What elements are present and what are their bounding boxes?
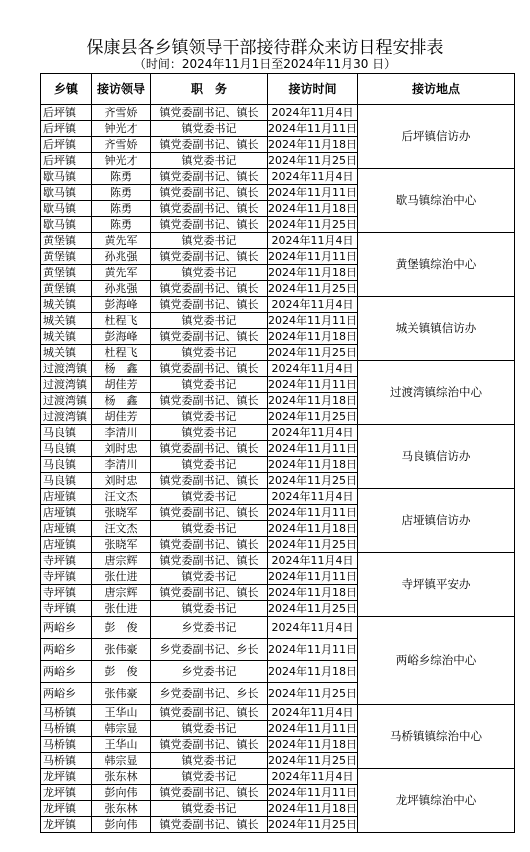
leader-cell: 彭 俊 [92, 617, 151, 639]
leader-cell: 汪文杰 [92, 489, 151, 505]
leader-cell: 胡佳芳 [92, 409, 151, 425]
position-cell: 镇党委书记 [151, 769, 268, 785]
position-cell: 镇党委书记 [151, 153, 268, 169]
time-cell: 2024年11月11日 [268, 722, 357, 735]
town-cell: 龙坪镇 [41, 769, 92, 785]
table-row [41, 425, 515, 441]
place-cell: 寺坪镇平安办 [358, 553, 515, 617]
town-cell: 黄堡镇 [41, 281, 92, 297]
time-cell: 2024年11月11日 [268, 314, 357, 327]
position-cell: 镇党委副书记、镇长 [151, 361, 268, 377]
leader-cell: 彭 俊 [92, 661, 151, 683]
time-cell: 2024年11月4日 [268, 361, 358, 377]
header-row [41, 74, 515, 105]
position-cell: 镇党委书记 [151, 313, 268, 329]
table-row [41, 617, 515, 639]
position-cell: 镇党委副书记、镇长 [151, 737, 268, 753]
position-cell: 镇党委副书记、镇长 [151, 329, 268, 345]
town-cell: 马良镇 [41, 425, 92, 441]
leader-cell: 齐雪娇 [92, 105, 151, 121]
time-cell: 2024年11月25日 [268, 538, 357, 551]
leader-cell: 黄先军 [92, 233, 151, 249]
position-cell: 镇党委副书记、镇长 [151, 585, 268, 601]
position-cell: 镇党委书记 [151, 121, 268, 137]
page-subtitle: （时间：2024年11月1日至2024年11月30 日） [133, 57, 397, 71]
leader-cell: 杜程飞 [92, 313, 151, 329]
leader-cell: 孙兆强 [92, 281, 151, 297]
town-cell: 城关镇 [41, 297, 92, 313]
time-cell: 2024年11月18日 [268, 738, 357, 751]
time-cell: 2024年11月4日 [268, 617, 358, 639]
town-cell: 店垭镇 [41, 489, 92, 505]
time-cell: 2024年11月4日 [268, 169, 358, 185]
leader-cell: 黄先军 [92, 265, 151, 281]
leader-cell: 胡佳芳 [92, 377, 151, 393]
leader-cell: 李清川 [92, 457, 151, 473]
time-cell: 2024年11月18日 [268, 661, 358, 683]
time-cell: 2024年11月25日 [268, 474, 357, 487]
position-cell: 镇党委副书记、镇长 [151, 785, 268, 801]
position-cell: 乡党委书记 [151, 617, 268, 639]
position-cell: 镇党委书记 [151, 521, 268, 537]
position-cell: 镇党委副书记、镇长 [151, 553, 268, 569]
leader-cell: 陈勇 [92, 169, 151, 185]
position-cell: 镇党委书记 [151, 425, 268, 441]
position-cell: 镇党委书记 [151, 233, 268, 249]
town-cell: 城关镇 [41, 329, 92, 345]
leader-cell: 彭海峰 [92, 329, 151, 345]
town-cell: 龙坪镇 [41, 817, 92, 833]
town-cell: 两峪乡 [41, 683, 92, 705]
position-cell: 镇党委副书记、镇长 [151, 105, 268, 121]
place-cell: 马良镇信访办 [358, 425, 515, 489]
town-cell: 寺坪镇 [41, 585, 92, 601]
town-cell: 马良镇 [41, 473, 92, 489]
position-cell: 镇党委副书记、镇长 [151, 473, 268, 489]
position-cell: 镇党委副书记、镇长 [151, 217, 268, 233]
place-cell: 过渡湾镇综治中心 [358, 361, 515, 425]
town-cell: 马桥镇 [41, 737, 92, 753]
leader-cell: 王华山 [92, 705, 151, 721]
position-cell: 镇党委书记 [151, 265, 268, 281]
leader-cell: 陈勇 [92, 217, 151, 233]
position-cell: 镇党委副书记、镇长 [151, 537, 268, 553]
time-cell: 2024年11月18日 [268, 586, 357, 599]
leader-cell: 钟光才 [92, 153, 151, 169]
table-row [41, 169, 515, 185]
time-cell: 2024年11月4日 [268, 769, 358, 785]
time-cell: 2024年11月11日 [268, 786, 357, 799]
town-cell: 店垭镇 [41, 537, 92, 553]
position-cell: 镇党委副书记、镇长 [151, 817, 268, 833]
table-row [41, 769, 515, 785]
position-cell: 镇党委副书记、镇长 [151, 297, 268, 313]
town-cell: 黄堡镇 [41, 265, 92, 281]
town-cell: 歇马镇 [41, 169, 92, 185]
leader-cell: 韩宗显 [92, 721, 151, 737]
leader-cell: 刘时忠 [92, 473, 151, 489]
time-cell: 2024年11月18日 [268, 330, 357, 343]
place-cell: 歇马镇综治中心 [358, 169, 515, 233]
town-cell: 两峪乡 [41, 661, 92, 683]
position-cell: 镇党委副书记、镇长 [151, 137, 268, 153]
time-cell: 2024年11月18日 [268, 266, 357, 279]
leader-cell: 彭向伟 [92, 817, 151, 833]
position-cell: 镇党委书记 [151, 489, 268, 505]
header-town: 乡镇 [41, 74, 92, 105]
time-cell: 2024年11月11日 [268, 186, 357, 199]
position-cell: 镇党委副书记、镇长 [151, 281, 268, 297]
position-cell: 镇党委书记 [151, 345, 268, 361]
time-cell: 2024年11月18日 [268, 458, 357, 471]
position-cell: 镇党委副书记、镇长 [151, 185, 268, 201]
town-cell: 城关镇 [41, 313, 92, 329]
leader-cell: 唐宗辉 [92, 553, 151, 569]
position-cell: 镇党委副书记、镇长 [151, 393, 268, 409]
time-cell: 2024年11月18日 [268, 522, 357, 535]
page-title: 保康县各乡镇领导干部接待群众来访日程安排表 [86, 38, 444, 58]
time-cell: 2024年11月18日 [268, 394, 357, 407]
place-cell: 马桥镇镇综治中心 [358, 705, 515, 769]
place-cell: 城关镇镇信访办 [358, 297, 515, 361]
town-cell: 两峪乡 [41, 639, 92, 661]
position-cell: 镇党委书记 [151, 753, 268, 769]
position-cell: 镇党委副书记、镇长 [151, 441, 268, 457]
town-cell: 店垭镇 [41, 505, 92, 521]
table-row [41, 553, 515, 569]
leader-cell: 汪文杰 [92, 521, 151, 537]
position-cell: 镇党委书记 [151, 569, 268, 585]
leader-cell: 刘时忠 [92, 441, 151, 457]
leader-cell: 张伟豪 [92, 639, 151, 661]
position-cell: 镇党委书记 [151, 409, 268, 425]
position-cell: 镇党委书记 [151, 457, 268, 473]
time-cell: 2024年11月25日 [268, 754, 357, 767]
town-cell: 黄堡镇 [41, 249, 92, 265]
place-cell: 黄堡镇综治中心 [358, 233, 515, 297]
town-cell: 过渡湾镇 [41, 361, 92, 377]
position-cell: 镇党委书记 [151, 721, 268, 737]
town-cell: 歇马镇 [41, 201, 92, 217]
town-cell: 城关镇 [41, 345, 92, 361]
time-cell: 2024年11月11日 [268, 639, 358, 661]
town-cell: 龙坪镇 [41, 785, 92, 801]
table-row [41, 233, 515, 249]
table-row [41, 489, 515, 505]
table-row [41, 105, 515, 121]
leader-cell: 彭海峰 [92, 297, 151, 313]
time-cell: 2024年11月25日 [268, 602, 357, 615]
town-cell: 寺坪镇 [41, 553, 92, 569]
table-row [41, 361, 515, 377]
position-cell: 乡党委书记 [151, 661, 268, 683]
place-cell: 后坪镇信访办 [358, 105, 515, 169]
time-cell: 2024年11月25日 [268, 683, 358, 705]
town-cell: 后坪镇 [41, 153, 92, 169]
position-cell: 镇党委副书记、镇长 [151, 201, 268, 217]
town-cell: 马桥镇 [41, 705, 92, 721]
leader-cell: 彭向伟 [92, 785, 151, 801]
position-cell: 乡党委副书记、乡长 [151, 683, 268, 705]
leader-cell: 李清川 [92, 425, 151, 441]
leader-cell: 齐雪娇 [92, 137, 151, 153]
place-cell: 店垭镇信访办 [358, 489, 515, 553]
leader-cell: 王华山 [92, 737, 151, 753]
place-cell: 两峪乡综治中心 [358, 617, 515, 705]
town-cell: 后坪镇 [41, 105, 92, 121]
time-cell: 2024年11月25日 [268, 218, 357, 231]
leader-cell: 孙兆强 [92, 249, 151, 265]
leader-cell: 唐宗辉 [92, 585, 151, 601]
town-cell: 后坪镇 [41, 137, 92, 153]
leader-cell: 钟光才 [92, 121, 151, 137]
town-cell: 后坪镇 [41, 121, 92, 137]
position-cell: 镇党委书记 [151, 801, 268, 817]
time-cell: 2024年11月18日 [268, 202, 357, 215]
time-cell: 2024年11月4日 [268, 705, 358, 721]
time-cell: 2024年11月25日 [268, 282, 357, 295]
town-cell: 寺坪镇 [41, 601, 92, 617]
time-cell: 2024年11月18日 [268, 802, 357, 815]
leader-cell: 杨 鑫 [92, 393, 151, 409]
time-cell: 2024年11月18日 [268, 138, 357, 151]
leader-cell: 张东林 [92, 801, 151, 817]
header-position: 职 务 [151, 74, 268, 105]
time-cell: 2024年11月4日 [268, 553, 358, 569]
position-cell: 镇党委书记 [151, 377, 268, 393]
time-cell: 2024年11月4日 [268, 425, 358, 441]
leader-cell: 张晓军 [92, 505, 151, 521]
leader-cell: 杨 鑫 [92, 361, 151, 377]
header-leader: 接访领导 [92, 74, 151, 105]
time-cell: 2024年11月11日 [268, 378, 357, 391]
time-cell: 2024年11月4日 [268, 105, 358, 121]
time-cell: 2024年11月25日 [268, 818, 357, 831]
leader-cell: 张仕进 [92, 569, 151, 585]
schedule-body [41, 105, 515, 833]
town-cell: 黄堡镇 [41, 233, 92, 249]
town-cell: 歇马镇 [41, 217, 92, 233]
town-cell: 店垭镇 [41, 521, 92, 537]
town-cell: 寺坪镇 [41, 569, 92, 585]
header-place: 接访地点 [358, 74, 515, 105]
header-time: 接访时间 [268, 74, 358, 105]
leader-cell: 张晓军 [92, 537, 151, 553]
time-cell: 2024年11月11日 [268, 570, 357, 583]
position-cell: 镇党委副书记、镇长 [151, 249, 268, 265]
time-cell: 2024年11月11日 [268, 442, 357, 455]
leader-cell: 陈勇 [92, 201, 151, 217]
time-cell: 2024年11月25日 [268, 346, 357, 359]
time-cell: 2024年11月4日 [268, 233, 358, 249]
leader-cell: 杜程飞 [92, 345, 151, 361]
leader-cell: 张伟豪 [92, 683, 151, 705]
time-cell: 2024年11月11日 [268, 122, 357, 135]
time-cell: 2024年11月4日 [268, 297, 358, 313]
time-cell: 2024年11月11日 [268, 250, 357, 263]
town-cell: 马良镇 [41, 457, 92, 473]
position-cell: 镇党委书记 [151, 601, 268, 617]
position-cell: 镇党委副书记、镇长 [151, 169, 268, 185]
leader-cell: 陈勇 [92, 185, 151, 201]
town-cell: 两峪乡 [41, 617, 92, 639]
position-cell: 乡党委副书记、乡长 [151, 639, 268, 661]
leader-cell: 韩宗显 [92, 753, 151, 769]
town-cell: 龙坪镇 [41, 801, 92, 817]
town-cell: 马桥镇 [41, 753, 92, 769]
town-cell: 过渡湾镇 [41, 393, 92, 409]
table-row [41, 705, 515, 721]
town-cell: 马良镇 [41, 441, 92, 457]
leader-cell: 张仕进 [92, 601, 151, 617]
leader-cell: 张东林 [92, 769, 151, 785]
place-cell: 龙坪镇综治中心 [358, 769, 515, 833]
town-cell: 歇马镇 [41, 185, 92, 201]
town-cell: 过渡湾镇 [41, 409, 92, 425]
town-cell: 马桥镇 [41, 721, 92, 737]
table-row [41, 297, 515, 313]
position-cell: 镇党委副书记、镇长 [151, 705, 268, 721]
time-cell: 2024年11月25日 [268, 154, 357, 167]
position-cell: 镇党委副书记、镇长 [151, 505, 268, 521]
time-cell: 2024年11月25日 [268, 410, 357, 423]
town-cell: 过渡湾镇 [41, 377, 92, 393]
time-cell: 2024年11月4日 [268, 489, 358, 505]
time-cell: 2024年11月11日 [268, 506, 357, 519]
schedule-table [40, 73, 515, 833]
